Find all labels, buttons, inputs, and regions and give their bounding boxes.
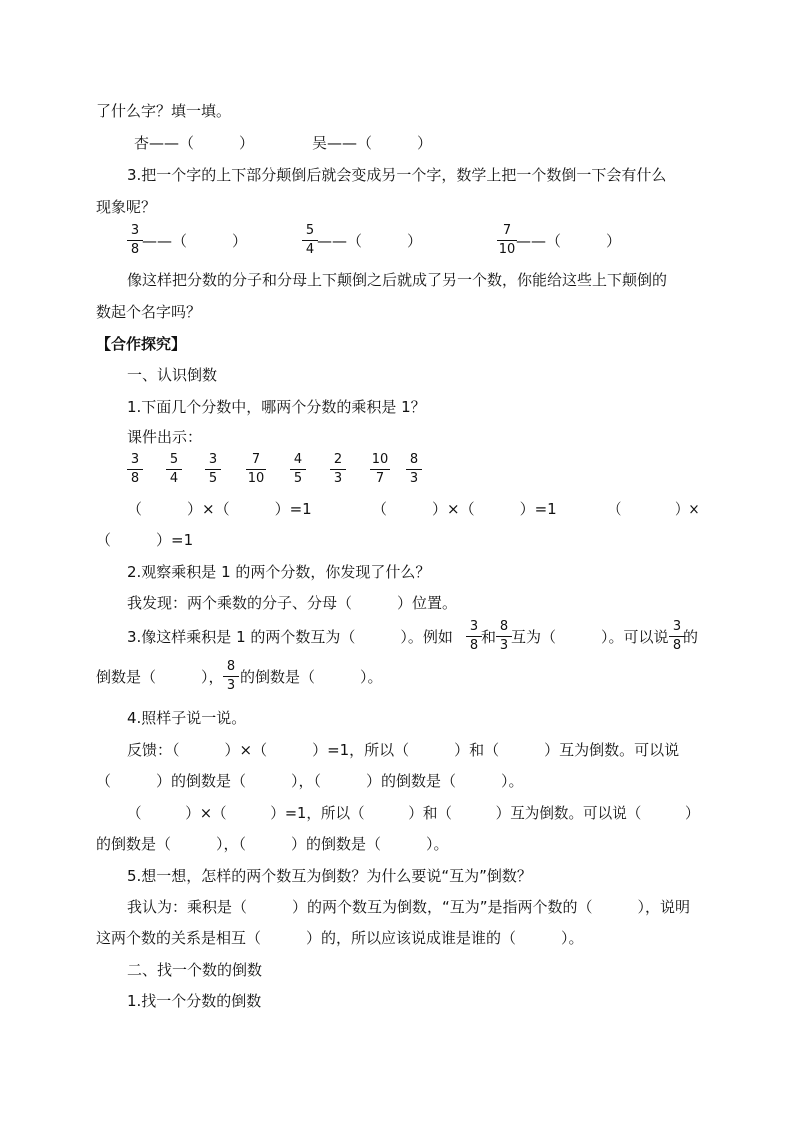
equation-blank-c: （ ）×	[608, 500, 700, 518]
fraction-7-10: 7 10	[247, 452, 265, 486]
part1-heading: 一、认识倒数	[127, 366, 218, 384]
question-3-part-a: 3.像这样乘积是 1 的两个数互为（ ）。例如	[127, 628, 453, 646]
question-2-answer: 我发现：两个乘数的分子、分母（ ）位置。	[127, 594, 458, 612]
fraction-3-8: 3 8	[124, 453, 146, 487]
fraction-3-8: 3 8	[463, 620, 485, 654]
text-line: 了什么字？填一填。	[96, 102, 232, 120]
fraction: 7 10	[498, 223, 516, 257]
fraction-blank: ——（ ）	[317, 232, 423, 250]
feedback-line3: （ ）×（ ）=1，所以（ ）和（ ）互为倒数。可以说（ ）	[127, 804, 700, 822]
question-3-line2: 现象呢？	[96, 198, 157, 216]
fraction-8-3: 8 3	[493, 620, 515, 654]
question-3-line1: 3.把一个字的上下部分颠倒后就会变成另一个字，数学上把一个数倒一下会有什么	[127, 166, 667, 184]
equation-blank-b: （ ）×（ ）=1	[372, 500, 557, 518]
part2-heading: 二、找一个数的倒数	[127, 961, 263, 979]
fraction-2-3: 2 3	[327, 453, 349, 487]
question-3-and: 和	[481, 628, 497, 646]
fraction-3-5: 3 5	[202, 453, 224, 487]
question-1: 1.下面几个分数中，哪两个分数的乘积是 1？	[127, 398, 426, 416]
question-3-part-b: 互为（ ）。可以说	[511, 628, 669, 646]
question-5-line1: 我认为：乘积是（ ）的两个数互为倒数，“互为”是指两个数的（ ），说明	[127, 898, 691, 916]
question-4: 4.照样子说一说。	[127, 709, 247, 727]
fraction-3-8: 3 8	[666, 620, 688, 654]
char-pair-wu: 吴——（ ）	[312, 134, 433, 152]
fraction-5-4: 5 4	[163, 453, 185, 487]
feedback-line4: 的倒数是（ ），（ ）的倒数是（ ）。	[96, 835, 449, 853]
char-pair-apricot: 杏——（ ）	[134, 134, 255, 152]
question-3-line2-b: 的倒数是（ ）。	[240, 668, 383, 686]
naming-question-line2: 数起个名字吗？	[96, 303, 202, 321]
feedback-line2: （ ）的倒数是（ ），（ ）的倒数是（ ）。	[96, 772, 524, 790]
equation-blank-a: （ ）×（ ）=1	[127, 500, 312, 518]
question-2: 2.观察乘积是 1 的两个分数，你发现了什么？	[127, 563, 431, 581]
equation-blank-c-cont: （ ）=1	[96, 531, 194, 549]
question-5: 5.想一想，怎样的两个数互为倒数？为什么要说“互为”倒数？	[127, 867, 532, 885]
question-5-line2: 这两个数的关系是相互（ ）的，所以应该说成谁是谁的（ ）。	[96, 929, 584, 947]
courseware-label: 课件出示：	[127, 428, 203, 446]
fraction-blank: ——（ ）	[142, 232, 248, 250]
fraction: 5 4	[299, 224, 321, 258]
part2-subheading: 1.找一个分数的倒数	[127, 992, 262, 1010]
fraction-10-7: 10 7	[371, 452, 389, 486]
question-3-of: 的	[683, 628, 699, 646]
fraction-8-3: 8 3	[403, 453, 425, 487]
question-3-line2-a: 倒数是（ ），	[96, 668, 224, 686]
section-title: 【合作探究】	[96, 335, 187, 353]
fraction: 3 8	[124, 224, 146, 258]
naming-question-line1: 像这样把分数的分子和分母上下颠倒之后就成了另一个数，你能给这些上下颠倒的	[127, 271, 668, 289]
fraction-4-5: 4 5	[287, 453, 309, 487]
fraction-blank: ——（ ）	[516, 232, 622, 250]
feedback-line1: 反馈：（ ）×（ ）=1，所以（ ）和（ ）互为倒数。可以说	[127, 741, 680, 759]
fraction-8-3: 8 3	[220, 660, 242, 694]
